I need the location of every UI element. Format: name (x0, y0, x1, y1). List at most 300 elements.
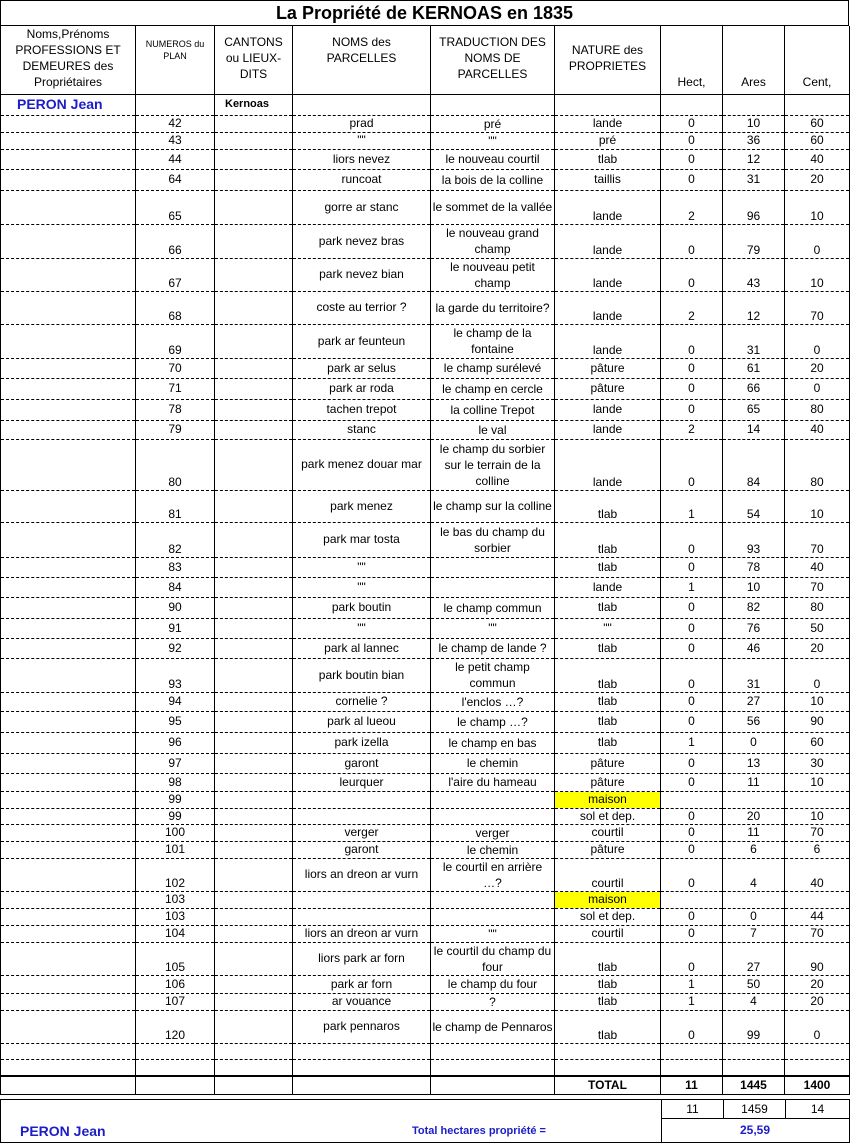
parcel-nature: tlab (555, 557, 661, 577)
parcel-ares: 11 (723, 773, 785, 791)
parcel-name: park al lannec (293, 638, 431, 658)
parcel-number: 103 (136, 908, 215, 925)
parcel-number: 105 (136, 942, 215, 975)
table-row (1, 420, 850, 439)
parcel-number: 71 (136, 378, 215, 399)
parcel-nature: tlab (555, 692, 661, 711)
empty-cell (555, 1059, 661, 1076)
blank-row (1, 1043, 850, 1059)
parcel-nature: lande (555, 439, 661, 490)
parcel-translation: pré (431, 115, 555, 132)
owner-cell (1, 808, 136, 824)
parcel-name: park ar roda (293, 378, 431, 399)
parcel-cent: 44 (785, 908, 850, 925)
parcel-name: prad (293, 115, 431, 132)
empty-cell (431, 1059, 555, 1076)
canton-cell (215, 597, 293, 618)
parcel-hect: 0 (661, 858, 723, 891)
canton-cell (215, 522, 293, 557)
parcel-ares: 4 (723, 858, 785, 891)
parcel-number: 66 (136, 224, 215, 258)
parcel-name: park mar tosta (293, 522, 431, 557)
parcel-name: park nevez bras (293, 224, 431, 258)
canton-cell (215, 942, 293, 975)
table-row (1, 115, 850, 132)
header-numeros: NUMEROS du PLAN (136, 26, 215, 94)
empty-cell (431, 1043, 555, 1059)
parcel-name: park ar selus (293, 358, 431, 378)
parcel-cent: 0 (785, 658, 850, 692)
table-row (1, 638, 850, 658)
parcel-ares: 27 (723, 692, 785, 711)
owner-cell (1, 399, 136, 420)
parcel-name (293, 908, 431, 925)
parcel-ares: 0 (723, 908, 785, 925)
parcel-ares: 4 (723, 993, 785, 1010)
owner-cell (1, 439, 136, 490)
parcel-hect: 0 (661, 522, 723, 557)
table-row (1, 858, 850, 891)
header-cent: Cent, (785, 26, 850, 94)
parcel-name: runcoat (293, 169, 431, 190)
table-row (1, 597, 850, 618)
canton-cell (215, 132, 293, 149)
parcel-cent: 50 (785, 618, 850, 638)
parcel-number: 100 (136, 824, 215, 841)
parcel-hect: 0 (661, 224, 723, 258)
parcel-nature: tlab (555, 522, 661, 557)
parcel-hect: 0 (661, 324, 723, 358)
table-row (1, 732, 850, 753)
owner-cell (1, 753, 136, 773)
owner-cell (1, 638, 136, 658)
canton-cell (215, 808, 293, 824)
parcel-name (293, 791, 431, 808)
parcel-nature: pré (555, 132, 661, 149)
total-cent: 1400 (785, 1076, 850, 1095)
parcel-nature: tlab (555, 638, 661, 658)
parcel-nature: tlab (555, 149, 661, 169)
owner-cell (1, 891, 136, 908)
parcel-ares: 31 (723, 324, 785, 358)
table-row (1, 908, 850, 925)
parcel-hect: 0 (661, 773, 723, 791)
table-row (1, 557, 850, 577)
table-row (1, 658, 850, 692)
owner-cell (1, 773, 136, 791)
parcel-ares: 96 (723, 190, 785, 224)
blank-row (1, 1059, 850, 1076)
parcel-name: park ar feunteun (293, 324, 431, 358)
owner-name: PERON Jean (1, 94, 136, 115)
parcel-hect: 1 (661, 993, 723, 1010)
parcel-number: 95 (136, 711, 215, 732)
parcel-name: park boutin (293, 597, 431, 618)
parcel-cent: 10 (785, 692, 850, 711)
header-hect: Hect, (661, 26, 723, 94)
owner-cell (1, 841, 136, 858)
empty-cell (136, 94, 215, 115)
header-traduction: TRADUCTION DES NOMS DE PARCELLES (431, 26, 555, 94)
page-title: La Propriété de KERNOAS en 1835 (0, 0, 849, 26)
owner-cell (1, 169, 136, 190)
parcel-number: 101 (136, 841, 215, 858)
parcel-hect: 1 (661, 975, 723, 993)
parcel-name: garont (293, 753, 431, 773)
parcel-number: 120 (136, 1010, 215, 1043)
parcel-nature: lande (555, 291, 661, 324)
parcel-name (293, 891, 431, 908)
parcel-cent: 0 (785, 224, 850, 258)
table-row (1, 692, 850, 711)
table-row (1, 399, 850, 420)
canton-cell (215, 420, 293, 439)
parcel-cent: 70 (785, 925, 850, 942)
parcel-nature: pâture (555, 773, 661, 791)
parcel-nature: maison (555, 891, 661, 908)
empty-cell (723, 1059, 785, 1076)
owner-cell (1, 258, 136, 291)
canton-cell (215, 577, 293, 597)
adjusted-hect: 11 (661, 1099, 724, 1119)
parcel-cent: 80 (785, 399, 850, 420)
canton-cell (215, 841, 293, 858)
empty-cell (215, 1043, 293, 1059)
parcel-translation: verger (431, 824, 555, 841)
table-row (1, 258, 850, 291)
empty-cell (785, 1059, 850, 1076)
table-row (1, 773, 850, 791)
parcel-hect: 0 (661, 557, 723, 577)
parcel-name: park izella (293, 732, 431, 753)
parcel-hect: 0 (661, 618, 723, 638)
total-row (1, 1076, 850, 1095)
parcel-ares: 66 (723, 378, 785, 399)
parcel-nature: tlab (555, 490, 661, 522)
table-row (1, 324, 850, 358)
parcel-ares: 36 (723, 132, 785, 149)
canton-cell (215, 378, 293, 399)
canton-cell (215, 149, 293, 169)
canton-cell (215, 891, 293, 908)
canton-cell (215, 399, 293, 420)
parcel-cent: 40 (785, 858, 850, 891)
canton-cell (215, 658, 293, 692)
parcel-number: 92 (136, 638, 215, 658)
parcel-cent: 80 (785, 439, 850, 490)
table-row (1, 925, 850, 942)
owner-row (1, 94, 850, 115)
table-row (1, 975, 850, 993)
parcel-hect: 0 (661, 841, 723, 858)
parcel-name: park boutin bian (293, 658, 431, 692)
table-row (1, 711, 850, 732)
parcel-number: 80 (136, 439, 215, 490)
parcel-hect: 0 (661, 1010, 723, 1043)
parcel-number: 67 (136, 258, 215, 291)
canton-cell (215, 993, 293, 1010)
parcel-name: coste au terrior ? (293, 291, 431, 324)
owner-cell (1, 115, 136, 132)
empty-cell (431, 94, 555, 115)
parcel-hect: 1 (661, 577, 723, 597)
parcel-hect: 2 (661, 420, 723, 439)
parcel-translation (431, 808, 555, 824)
empty-cell (215, 1059, 293, 1076)
parcel-translation: le champ en cercle (431, 378, 555, 399)
parcel-ares: 12 (723, 149, 785, 169)
owner-cell (1, 132, 136, 149)
parcel-name: park nevez bian (293, 258, 431, 291)
parcel-cent: 90 (785, 711, 850, 732)
header-nature: NATURE des PROPRIETES (555, 26, 661, 94)
parcel-hect: 0 (661, 358, 723, 378)
canton-name: Kernoas (215, 94, 293, 115)
parcel-translation: le val (431, 420, 555, 439)
parcel-number: 103 (136, 891, 215, 908)
canton-cell (215, 908, 293, 925)
canton-cell (215, 324, 293, 358)
canton-cell (215, 190, 293, 224)
parcel-translation: le champ de la fontaine (431, 324, 555, 358)
canton-cell (215, 490, 293, 522)
parcel-hect: 0 (661, 115, 723, 132)
parcel-cent: 40 (785, 149, 850, 169)
parcel-hect: 0 (661, 399, 723, 420)
parcel-number: 81 (136, 490, 215, 522)
owner-cell (1, 358, 136, 378)
empty-cell (1, 1059, 136, 1076)
parcel-cent: 20 (785, 358, 850, 378)
parcel-nature: courtil (555, 925, 661, 942)
owner-cell (1, 149, 136, 169)
parcel-translation: le champ en bas (431, 732, 555, 753)
table-row (1, 149, 850, 169)
parcel-cent: 20 (785, 638, 850, 658)
parcel-ares: 78 (723, 557, 785, 577)
parcel-nature: tlab (555, 711, 661, 732)
owner-cell (1, 732, 136, 753)
parcel-translation: le champ …? (431, 711, 555, 732)
owner-cell (1, 557, 136, 577)
parcel-translation: la bois de la colline (431, 169, 555, 190)
parcel-number: 99 (136, 791, 215, 808)
owner-cell (1, 658, 136, 692)
owner-cell (1, 324, 136, 358)
canton-cell (215, 824, 293, 841)
canton-cell (215, 115, 293, 132)
parcel-ares: 82 (723, 597, 785, 618)
parcel-cent: 10 (785, 808, 850, 824)
parcel-cent: 30 (785, 753, 850, 773)
parcel-nature: maison (555, 791, 661, 808)
table-row (1, 169, 850, 190)
parcel-number: 107 (136, 993, 215, 1010)
parcel-ares: 27 (723, 942, 785, 975)
parcel-nature: tlab (555, 975, 661, 993)
canton-cell (215, 638, 293, 658)
parcel-ares: 65 (723, 399, 785, 420)
empty-cell (136, 1043, 215, 1059)
parcel-translation: la garde du territoire? (431, 291, 555, 324)
owner-cell (1, 791, 136, 808)
parcel-cent (785, 891, 850, 908)
table-row (1, 190, 850, 224)
empty-cell (293, 94, 431, 115)
canton-cell (215, 773, 293, 791)
parcel-cent: 70 (785, 522, 850, 557)
total-ares: 1445 (723, 1076, 785, 1095)
parcel-cent: 70 (785, 577, 850, 597)
parcel-cent: 60 (785, 132, 850, 149)
parcel-nature: pâture (555, 841, 661, 858)
parcel-nature: sol et dep. (555, 808, 661, 824)
empty-cell (785, 1043, 850, 1059)
parcel-ares: 7 (723, 925, 785, 942)
empty-cell (555, 1043, 661, 1059)
parcel-ares: 20 (723, 808, 785, 824)
canton-cell (215, 258, 293, 291)
parcel-translation: le nouveau petit champ (431, 258, 555, 291)
parcel-translation: le chemin (431, 841, 555, 858)
parcel-nature: "" (555, 618, 661, 638)
owner-cell (1, 378, 136, 399)
parcel-nature: pâture (555, 378, 661, 399)
owner-cell (1, 420, 136, 439)
empty-cell (723, 94, 785, 115)
parcel-hect: 0 (661, 132, 723, 149)
parcel-hect: 1 (661, 732, 723, 753)
parcel-hect: 0 (661, 169, 723, 190)
parcel-hect: 0 (661, 597, 723, 618)
parcel-name: gorre ar stanc (293, 190, 431, 224)
parcel-translation: "" (431, 925, 555, 942)
table-row (1, 841, 850, 858)
parcel-translation: le champ sur la colline (431, 490, 555, 522)
parcel-hect: 0 (661, 378, 723, 399)
table-row (1, 891, 850, 908)
empty-cell (293, 1059, 431, 1076)
parcel-cent: 6 (785, 841, 850, 858)
parcel-hect (661, 791, 723, 808)
parcel-number: 65 (136, 190, 215, 224)
table-row (1, 132, 850, 149)
parcel-table (0, 26, 850, 1095)
parcel-hect: 0 (661, 942, 723, 975)
table-row (1, 291, 850, 324)
parcel-translation (431, 577, 555, 597)
parcel-ares: 11 (723, 824, 785, 841)
parcel-number: 79 (136, 420, 215, 439)
empty-cell (661, 94, 723, 115)
canton-cell (215, 692, 293, 711)
parcel-name (293, 808, 431, 824)
parcel-cent: 0 (785, 1010, 850, 1043)
parcel-hect: 0 (661, 439, 723, 490)
parcel-name: "" (293, 132, 431, 149)
parcel-number: 99 (136, 808, 215, 824)
owner-cell (1, 925, 136, 942)
canton-cell (215, 858, 293, 891)
parcel-cent: 40 (785, 420, 850, 439)
owner-cell (1, 993, 136, 1010)
parcel-translation: le nouveau grand champ (431, 224, 555, 258)
parcel-number: 69 (136, 324, 215, 358)
parcel-cent: 0 (785, 378, 850, 399)
canton-cell (215, 224, 293, 258)
parcel-hect: 0 (661, 711, 723, 732)
canton-cell (215, 753, 293, 773)
parcel-ares: 13 (723, 753, 785, 773)
table-row (1, 791, 850, 808)
header-row (1, 26, 850, 94)
table-row (1, 942, 850, 975)
parcel-nature: courtil (555, 858, 661, 891)
parcel-hect: 0 (661, 824, 723, 841)
parcel-translation: le champ surélevé (431, 358, 555, 378)
parcel-ares: 0 (723, 732, 785, 753)
canton-cell (215, 618, 293, 638)
owner-cell (1, 577, 136, 597)
parcel-name: verger (293, 824, 431, 841)
canton-cell (215, 975, 293, 993)
parcel-nature: lande (555, 115, 661, 132)
parcel-name: liors an dreon ar vurn (293, 858, 431, 891)
table-row (1, 490, 850, 522)
parcel-hect: 0 (661, 638, 723, 658)
parcel-ares: 31 (723, 169, 785, 190)
parcel-nature: tlab (555, 993, 661, 1010)
canton-cell (215, 358, 293, 378)
empty-cell (136, 1059, 215, 1076)
table-row (1, 522, 850, 557)
parcel-nature: lande (555, 190, 661, 224)
parcel-nature: courtil (555, 824, 661, 841)
parcel-hect: 0 (661, 753, 723, 773)
owner-cell (1, 711, 136, 732)
total-hect: 11 (661, 1076, 723, 1095)
parcel-hect: 0 (661, 149, 723, 169)
parcel-name: "" (293, 557, 431, 577)
owner-cell (1, 908, 136, 925)
parcel-number: 70 (136, 358, 215, 378)
parcel-translation: le bas du champ du sorbier (431, 522, 555, 557)
owner-cell (1, 858, 136, 891)
adjusted-cent: 14 (785, 1099, 850, 1119)
parcel-number: 91 (136, 618, 215, 638)
parcel-nature: tlab (555, 1010, 661, 1043)
parcel-cent: 0 (785, 324, 850, 358)
parcel-ares: 31 (723, 658, 785, 692)
owner-cell (1, 291, 136, 324)
parcel-ares: 46 (723, 638, 785, 658)
parcel-cent: 20 (785, 975, 850, 993)
adjusted-ares: 1459 (723, 1099, 786, 1119)
parcel-number: 98 (136, 773, 215, 791)
parcel-number: 78 (136, 399, 215, 420)
parcel-hect: 2 (661, 291, 723, 324)
parcel-number: 93 (136, 658, 215, 692)
parcel-cent: 20 (785, 169, 850, 190)
parcel-nature: tlab (555, 732, 661, 753)
parcel-name: cornelie ? (293, 692, 431, 711)
parcel-name: tachen trepot (293, 399, 431, 420)
parcel-name: leurquer (293, 773, 431, 791)
parcel-translation: le courtil en arrière …? (431, 858, 555, 891)
parcel-cent: 10 (785, 258, 850, 291)
owner-cell (1, 597, 136, 618)
parcel-cent: 10 (785, 773, 850, 791)
